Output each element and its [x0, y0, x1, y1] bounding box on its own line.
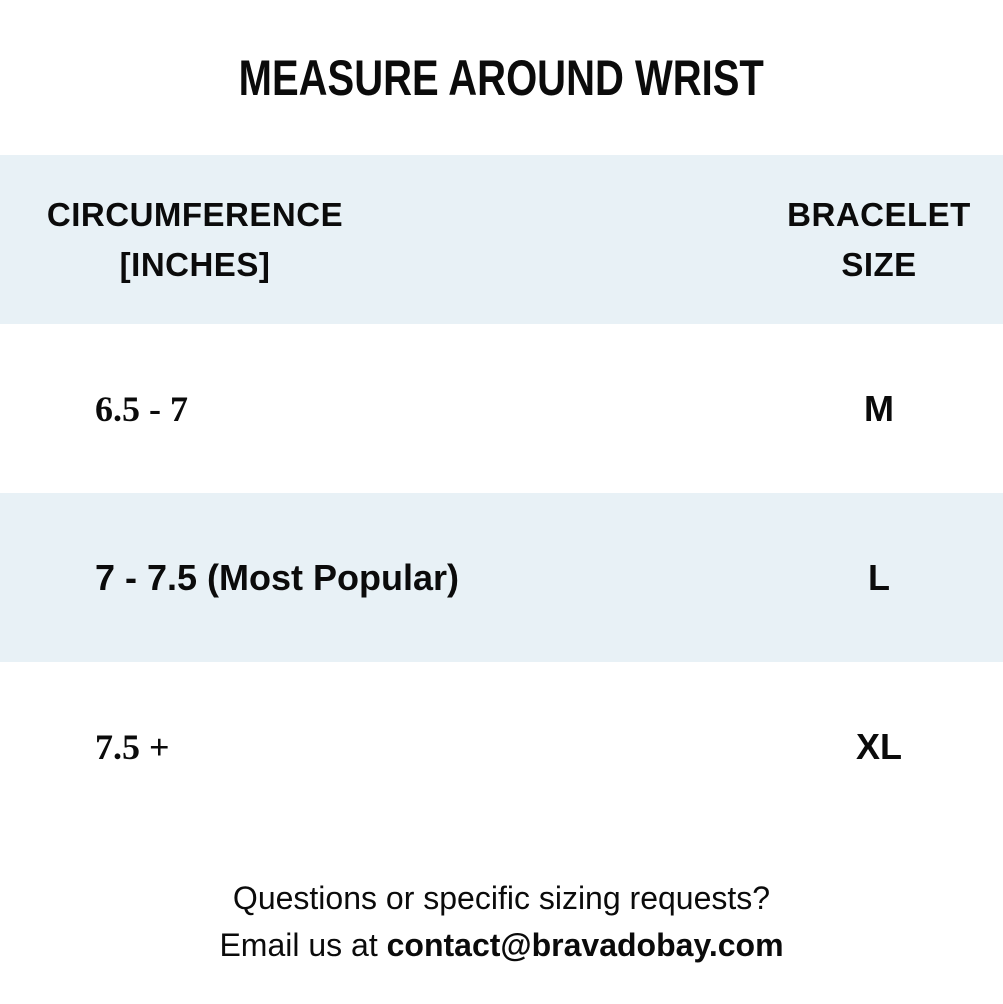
- column-header-size: [755, 190, 1003, 290]
- column-header-circumference: [0, 190, 390, 290]
- circumference-value: 6.5 - 7: [95, 388, 188, 429]
- title-section: [0, 0, 1003, 155]
- footer-question-line: Questions or specific sizing requests?: [232, 880, 771, 916]
- size-chart-table: [0, 155, 1003, 831]
- column-header-size-line2: SIZE: [841, 245, 917, 283]
- column-header-size-line1: BRACELET: [787, 195, 971, 233]
- column-header-circumference-line2: [INCHES]: [119, 245, 271, 283]
- size-value: L: [868, 556, 890, 598]
- contact-email: contact@bravadobay.com: [386, 927, 784, 963]
- table-row: [0, 324, 1003, 493]
- footer-note: [0, 831, 1003, 1004]
- footer-email-prefix: Email us at: [219, 927, 387, 963]
- footer-email-line: [0, 922, 1003, 969]
- size-value: XL: [855, 725, 902, 767]
- table-row: [0, 493, 1003, 662]
- table-row: [0, 662, 1003, 831]
- circumference-value: 7.5 +: [95, 726, 170, 767]
- page-title: MEASURE AROUND WRIST: [238, 49, 765, 106]
- circumference-value: 7 - 7.5 (Most Popular): [95, 556, 460, 598]
- column-header-circumference-line1: CIRCUMFERENCE: [46, 195, 344, 233]
- table-header-row: [0, 155, 1003, 324]
- size-value: M: [864, 387, 894, 429]
